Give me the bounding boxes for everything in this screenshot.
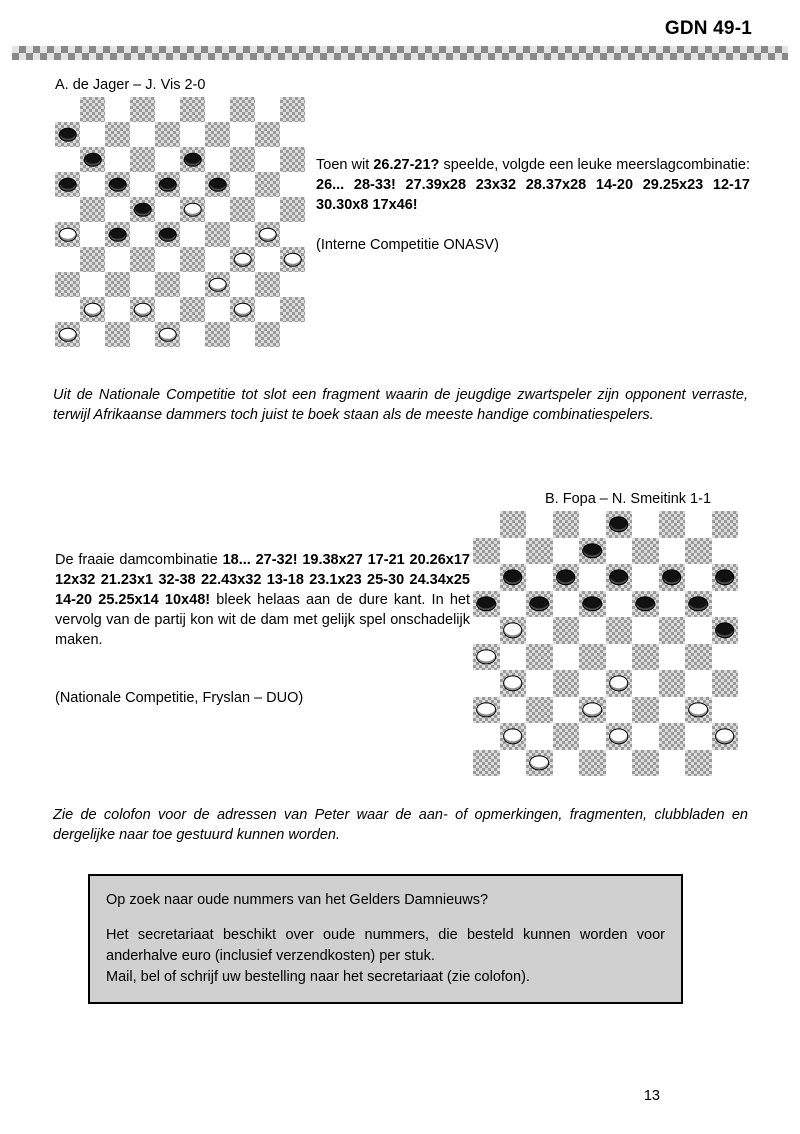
board-square-46 xyxy=(55,322,80,347)
black-piece xyxy=(556,570,576,585)
board-square-light xyxy=(105,147,130,172)
board-square-light xyxy=(685,564,712,591)
black-piece xyxy=(183,152,202,167)
info-box-line-1: Op zoek naar oude nummers van het Gelders Damnieuws? xyxy=(106,892,489,908)
board-square-36 xyxy=(473,697,500,724)
board-square-light xyxy=(205,197,230,222)
board-square-light xyxy=(632,511,659,538)
board-square-light xyxy=(606,697,633,724)
board-square-27 xyxy=(526,644,553,671)
closing-paragraph: Zie de colofon voor de adressen van Peter waar de aan- of opmerkingen, fragmenten, clubbladen en dergelijke naar toe gestuurd kunnen worden. xyxy=(53,807,748,843)
game1-move-question: 26.27-21? xyxy=(373,157,440,173)
game2-caption: B. Fopa – N. Smeitink 1-1 xyxy=(545,491,712,507)
black-piece xyxy=(582,543,602,558)
board-square-12 xyxy=(130,147,155,172)
board-square-light xyxy=(280,122,305,147)
board-square-42 xyxy=(553,723,580,750)
board-square-19 xyxy=(632,591,659,618)
board-square-light xyxy=(130,122,155,147)
board-square-44 xyxy=(659,723,686,750)
board-square-15 xyxy=(280,147,305,172)
board-square-41 xyxy=(500,723,527,750)
board-square-light xyxy=(230,222,255,247)
board-square-49 xyxy=(205,322,230,347)
board-square-light xyxy=(606,591,633,618)
black-piece xyxy=(108,227,127,242)
white-piece xyxy=(58,227,77,242)
board-square-32 xyxy=(553,670,580,697)
white-piece xyxy=(609,676,629,691)
board-square-light xyxy=(606,644,633,671)
board-square-34 xyxy=(659,670,686,697)
board-square-light xyxy=(205,97,230,122)
board-square-23 xyxy=(606,617,633,644)
black-piece xyxy=(582,596,602,611)
white-piece xyxy=(582,702,602,717)
white-piece xyxy=(503,676,523,691)
board-square-light xyxy=(712,644,739,671)
board-square-21 xyxy=(500,617,527,644)
board-square-18 xyxy=(155,172,180,197)
board-square-light xyxy=(155,147,180,172)
board-square-light xyxy=(579,511,606,538)
board-square-light xyxy=(659,538,686,565)
board-square-44 xyxy=(230,297,255,322)
board-square-light xyxy=(280,322,305,347)
board-square-1 xyxy=(500,511,527,538)
board-square-5 xyxy=(712,511,739,538)
white-piece xyxy=(688,702,708,717)
board-square-24 xyxy=(659,617,686,644)
board-square-light xyxy=(712,750,739,777)
board-square-36 xyxy=(55,272,80,297)
board-square-light xyxy=(80,272,105,297)
white-piece xyxy=(258,227,277,242)
white-piece xyxy=(158,327,177,342)
board-square-16 xyxy=(55,172,80,197)
board-square-light xyxy=(500,538,527,565)
black-piece xyxy=(609,570,629,585)
board-square-light xyxy=(632,617,659,644)
board-square-light xyxy=(606,538,633,565)
white-piece xyxy=(83,302,102,317)
board-square-9 xyxy=(205,122,230,147)
board-square-32 xyxy=(130,247,155,272)
board-square-light xyxy=(255,247,280,272)
board-square-light xyxy=(579,670,606,697)
board-square-17 xyxy=(526,591,553,618)
board-square-40 xyxy=(255,272,280,297)
board-square-20 xyxy=(685,591,712,618)
white-piece xyxy=(233,302,252,317)
game1-text-mid: speelde, volgde een leuke meerslagcombinatie: xyxy=(439,157,750,173)
board-square-10 xyxy=(255,122,280,147)
black-piece xyxy=(715,570,735,585)
info-box xyxy=(88,874,683,1004)
board-square-light xyxy=(579,723,606,750)
board-square-18 xyxy=(579,591,606,618)
board-square-13 xyxy=(606,564,633,591)
board-square-light xyxy=(155,97,180,122)
black-piece xyxy=(476,596,496,611)
board-square-47 xyxy=(105,322,130,347)
board-square-34 xyxy=(230,247,255,272)
white-piece xyxy=(503,623,523,638)
board-square-light xyxy=(500,644,527,671)
board-square-light xyxy=(579,617,606,644)
board-square-38 xyxy=(155,272,180,297)
board-square-12 xyxy=(553,564,580,591)
board-square-26 xyxy=(55,222,80,247)
board-square-light xyxy=(632,564,659,591)
board-square-4 xyxy=(659,511,686,538)
board-square-light xyxy=(712,591,739,618)
board-square-27 xyxy=(105,222,130,247)
board-square-light xyxy=(473,564,500,591)
white-piece xyxy=(503,729,523,744)
board-square-47 xyxy=(526,750,553,777)
board-square-48 xyxy=(155,322,180,347)
board-square-light xyxy=(685,670,712,697)
board-square-light xyxy=(130,222,155,247)
black-piece xyxy=(208,177,227,192)
board-square-25 xyxy=(280,197,305,222)
board-square-45 xyxy=(712,723,739,750)
info-box-line-3: Mail, bel of schrijf uw bestelling naar het secretariaat (zie colofon). xyxy=(106,969,530,985)
black-piece xyxy=(662,570,682,585)
board-square-light xyxy=(180,172,205,197)
board-square-25 xyxy=(712,617,739,644)
board-square-6 xyxy=(473,538,500,565)
white-piece xyxy=(609,729,629,744)
board-square-light xyxy=(130,272,155,297)
board-square-30 xyxy=(685,644,712,671)
board-square-31 xyxy=(500,670,527,697)
game1-caption: A. de Jager – J. Vis 2-0 xyxy=(55,77,206,93)
board-square-light xyxy=(80,172,105,197)
board-square-light xyxy=(606,750,633,777)
board-square-13 xyxy=(180,147,205,172)
board-square-light xyxy=(500,591,527,618)
board-square-35 xyxy=(280,247,305,272)
board-square-26 xyxy=(473,644,500,671)
board-square-light xyxy=(632,723,659,750)
black-piece xyxy=(688,596,708,611)
board-square-8 xyxy=(155,122,180,147)
board-square-23 xyxy=(180,197,205,222)
board-square-29 xyxy=(632,644,659,671)
board-square-light xyxy=(55,147,80,172)
board-square-light xyxy=(80,322,105,347)
board-square-light xyxy=(255,97,280,122)
game1-analysis-text xyxy=(316,155,750,215)
board-square-light xyxy=(180,272,205,297)
board-square-light xyxy=(473,670,500,697)
board-square-28 xyxy=(579,644,606,671)
board-square-light xyxy=(526,511,553,538)
game2-text-post: bleek helaas aan de dure kant. In het vervolg van de partij kon wit de dam met gelijk spel onschadelijk maken. xyxy=(55,592,470,648)
board-square-light xyxy=(685,617,712,644)
board-square-light xyxy=(255,297,280,322)
black-piece xyxy=(529,596,549,611)
board-square-light xyxy=(255,197,280,222)
board-square-light xyxy=(473,723,500,750)
board-square-light xyxy=(55,247,80,272)
board-square-43 xyxy=(606,723,633,750)
board-square-28 xyxy=(155,222,180,247)
header-checker-rule xyxy=(12,46,788,60)
board-square-light xyxy=(685,723,712,750)
board-square-light xyxy=(500,750,527,777)
board-square-22 xyxy=(553,617,580,644)
board-square-7 xyxy=(105,122,130,147)
board-square-21 xyxy=(80,197,105,222)
game2-moves: 18... 27-32! 19.38x27 17-21 20.26x17 12x32 21.23x1 32-38 22.43x32 13-18 23.1x23 25-30 24.34x25 14-20 25.25x14 10x48! xyxy=(55,552,470,608)
black-piece xyxy=(133,202,152,217)
board-square-light xyxy=(80,222,105,247)
board-square-41 xyxy=(80,297,105,322)
board-square-39 xyxy=(205,272,230,297)
board-square-light xyxy=(712,697,739,724)
white-piece xyxy=(529,755,549,770)
draughts-board-game2 xyxy=(473,511,738,776)
board-square-light xyxy=(553,538,580,565)
board-square-light xyxy=(130,172,155,197)
board-square-light xyxy=(230,172,255,197)
black-piece xyxy=(715,623,735,638)
board-square-light xyxy=(659,750,686,777)
board-square-2 xyxy=(553,511,580,538)
board-square-16 xyxy=(473,591,500,618)
black-piece xyxy=(158,177,177,192)
board-square-light xyxy=(712,538,739,565)
board-square-11 xyxy=(500,564,527,591)
board-square-light xyxy=(230,272,255,297)
board-square-30 xyxy=(255,222,280,247)
board-square-light xyxy=(205,297,230,322)
info-box-line-2: Het secretariaat beschikt over oude nummers, die besteld kunnen worden voor anderhalve euro (inclusief verzendkosten) per stuk. xyxy=(106,927,665,964)
board-square-light xyxy=(500,697,527,724)
board-square-light xyxy=(105,197,130,222)
board-square-20 xyxy=(255,172,280,197)
board-square-7 xyxy=(526,538,553,565)
board-square-light xyxy=(55,97,80,122)
game1-text-pre: Toen wit xyxy=(316,157,374,173)
board-square-light xyxy=(255,147,280,172)
board-square-37 xyxy=(105,272,130,297)
board-square-light xyxy=(685,511,712,538)
board-square-light xyxy=(659,644,686,671)
board-square-light xyxy=(280,172,305,197)
white-piece xyxy=(715,729,735,744)
board-square-light xyxy=(80,122,105,147)
board-square-33 xyxy=(606,670,633,697)
game2-text-pre: De fraaie damcombinatie xyxy=(55,552,223,568)
board-square-11 xyxy=(80,147,105,172)
board-square-50 xyxy=(255,322,280,347)
board-square-15 xyxy=(712,564,739,591)
board-square-light xyxy=(553,591,580,618)
board-square-14 xyxy=(659,564,686,591)
board-square-10 xyxy=(685,538,712,565)
board-square-49 xyxy=(632,750,659,777)
game2-analysis-text xyxy=(55,550,470,650)
board-square-3 xyxy=(606,511,633,538)
board-square-29 xyxy=(205,222,230,247)
board-square-light xyxy=(553,697,580,724)
black-piece xyxy=(609,517,629,532)
board-square-35 xyxy=(712,670,739,697)
board-square-45 xyxy=(280,297,305,322)
board-square-light xyxy=(659,697,686,724)
board-square-light xyxy=(230,322,255,347)
board-square-light xyxy=(105,297,130,322)
board-square-2 xyxy=(130,97,155,122)
board-square-39 xyxy=(632,697,659,724)
game1-source: (Interne Competitie ONASV) xyxy=(316,237,499,253)
board-square-42 xyxy=(130,297,155,322)
board-square-light xyxy=(55,297,80,322)
black-piece xyxy=(58,127,77,142)
board-square-6 xyxy=(55,122,80,147)
board-square-light xyxy=(105,97,130,122)
board-square-38 xyxy=(579,697,606,724)
draughts-board-game1 xyxy=(55,97,305,347)
board-square-light xyxy=(526,723,553,750)
white-piece xyxy=(58,327,77,342)
board-square-light xyxy=(205,147,230,172)
board-square-31 xyxy=(80,247,105,272)
white-piece xyxy=(208,277,227,292)
board-square-48 xyxy=(579,750,606,777)
black-piece xyxy=(108,177,127,192)
black-piece xyxy=(58,177,77,192)
board-square-light xyxy=(205,247,230,272)
game2-source: (Nationale Competitie, Fryslan – DUO) xyxy=(55,690,304,706)
board-square-light xyxy=(55,197,80,222)
white-piece xyxy=(183,202,202,217)
board-square-46 xyxy=(473,750,500,777)
board-square-light xyxy=(553,644,580,671)
game1-moves: 26... 28-33! 27.39x28 23x32 28.37x28 14-20 29.25x23 12-17 30.30x8 17x46! xyxy=(316,177,750,213)
board-square-light xyxy=(155,297,180,322)
white-piece xyxy=(476,702,496,717)
black-piece xyxy=(158,227,177,242)
board-square-19 xyxy=(205,172,230,197)
board-square-light xyxy=(659,591,686,618)
black-piece xyxy=(635,596,655,611)
board-square-1 xyxy=(80,97,105,122)
board-square-light xyxy=(180,222,205,247)
board-square-40 xyxy=(685,697,712,724)
intro-paragraph: Uit de Nationale Competitie tot slot een fragment waarin de jeugdige zwartspeler zijn opponent verraste, terwijl Afrikaanse dammers toch juist te boek staan als de meeste handige combinatiespelers. xyxy=(53,387,748,423)
white-piece xyxy=(283,252,302,267)
board-square-33 xyxy=(180,247,205,272)
page-title: GDN 49-1 xyxy=(664,18,752,39)
board-square-8 xyxy=(579,538,606,565)
board-square-light xyxy=(130,322,155,347)
black-piece xyxy=(503,570,523,585)
board-square-light xyxy=(280,272,305,297)
board-square-light xyxy=(473,617,500,644)
board-square-light xyxy=(155,197,180,222)
board-square-37 xyxy=(526,697,553,724)
board-square-14 xyxy=(230,147,255,172)
board-square-light xyxy=(526,617,553,644)
board-square-light xyxy=(230,122,255,147)
board-square-light xyxy=(180,322,205,347)
board-square-43 xyxy=(180,297,205,322)
board-square-light xyxy=(553,750,580,777)
white-piece xyxy=(133,302,152,317)
board-square-17 xyxy=(105,172,130,197)
board-square-light xyxy=(473,511,500,538)
board-square-light xyxy=(105,247,130,272)
board-square-5 xyxy=(280,97,305,122)
board-square-light xyxy=(155,247,180,272)
board-square-9 xyxy=(632,538,659,565)
board-square-50 xyxy=(685,750,712,777)
board-square-22 xyxy=(130,197,155,222)
board-square-3 xyxy=(180,97,205,122)
board-square-light xyxy=(180,122,205,147)
white-piece xyxy=(476,649,496,664)
board-square-light xyxy=(579,564,606,591)
board-square-light xyxy=(526,670,553,697)
board-square-4 xyxy=(230,97,255,122)
black-piece xyxy=(83,152,102,167)
board-square-light xyxy=(526,564,553,591)
page-number: 13 xyxy=(643,1088,660,1104)
board-square-light xyxy=(632,670,659,697)
board-square-light xyxy=(280,222,305,247)
white-piece xyxy=(233,252,252,267)
board-square-24 xyxy=(230,197,255,222)
